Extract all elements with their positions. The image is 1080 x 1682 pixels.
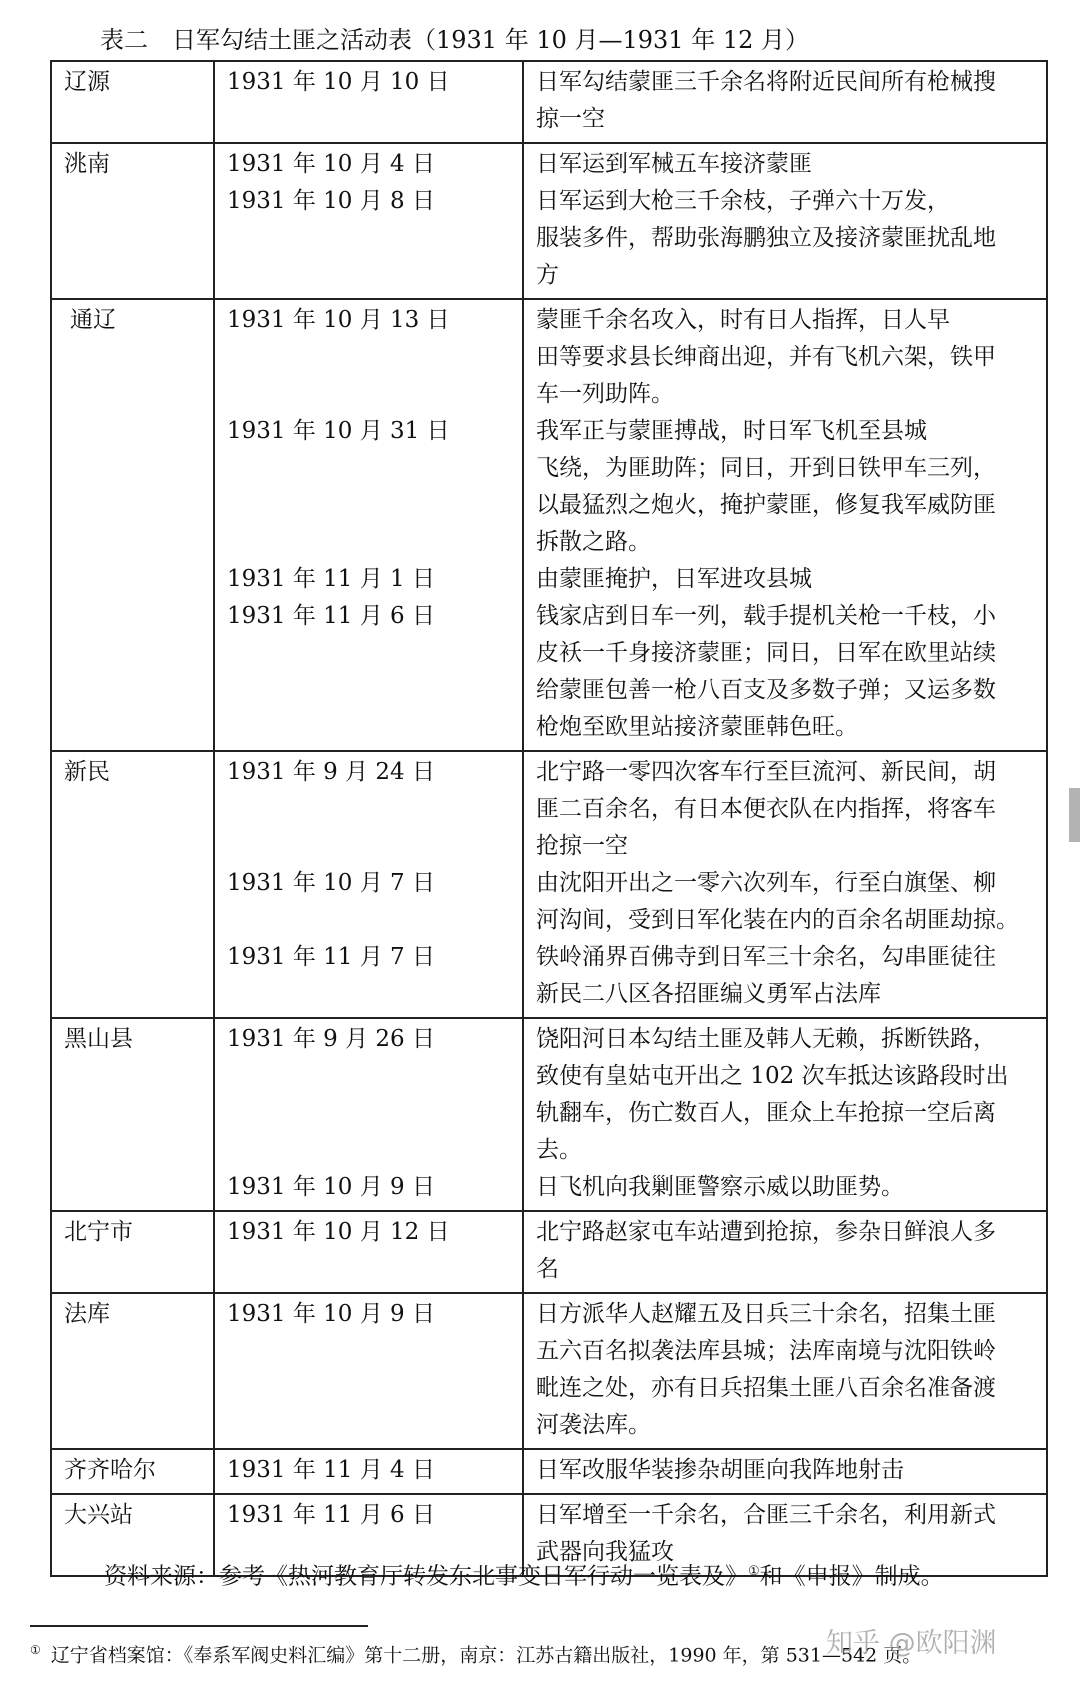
footnote-divider <box>30 1625 368 1627</box>
entry-text-line: 飞绕，为匪助阵；同日，开到日铁甲车三列， <box>536 455 996 481</box>
entry-date: 1931 年 10 月 9 日 <box>227 1301 435 1327</box>
entry-text-line: 抢掠一空 <box>536 833 628 859</box>
entry-date: 1931 年 9 月 26 日 <box>227 1026 435 1052</box>
source-footnote-mark: ① <box>748 1564 760 1579</box>
entry-text-line: 皮袄一千身接济蒙匪；同日，日军在欧里站续 <box>536 640 996 666</box>
place-cell: 辽源 <box>51 61 214 143</box>
source-text-after: 和《申报》制成。 <box>759 1563 944 1590</box>
entry-text-line: 河袭法库。 <box>536 1412 651 1438</box>
entry-text-line: 名 <box>536 1256 559 1282</box>
entry-text-line: 钱家店到日车一列，载手提机关枪一千枝，小 <box>536 603 996 629</box>
entry-date: 1931 年 9 月 24 日 <box>227 759 435 785</box>
place-cell: 新民 <box>51 751 214 1018</box>
table-row <box>51 143 1047 299</box>
table-row <box>51 61 1047 143</box>
footnote-mark: ① <box>30 1643 41 1657</box>
entry-text-line: 由沈阳开出之一零六次列车，行至白旗堡、柳 <box>536 870 996 896</box>
entry-text-line: 五六百名拟袭法库县城；法库南境与沈阳铁岭 <box>536 1338 996 1364</box>
source-text-before: 资料来源：参考《热河教育厅转发东北事变日军行动一览表及》 <box>104 1563 748 1590</box>
entry-text-line: 新民二八区各招匪编义勇军占法库 <box>536 981 881 1007</box>
table-row <box>51 1211 1047 1293</box>
place-cell: 齐齐哈尔 <box>51 1449 214 1494</box>
entry-date: 1931 年 11 月 1 日 <box>227 566 435 592</box>
table-title: 表二 日军勾结土匪之活动表（1931 年 10 月—1931 年 12 月） <box>100 26 810 54</box>
entry-text-line: 日军改服华装掺杂胡匪向我阵地射击 <box>536 1457 904 1483</box>
date-cell <box>214 1018 523 1211</box>
entry-date: 1931 年 10 月 9 日 <box>227 1174 435 1200</box>
entry-text-line: 服装多件，帮助张海鹏独立及接济蒙匪扰乱地 <box>536 225 996 251</box>
source-note <box>104 1555 944 1594</box>
place-cell: 北宁市 <box>51 1211 214 1293</box>
entry-text-line: 以最猛烈之炮火，掩护蒙匪，修复我军威防匪 <box>536 492 996 518</box>
date-cell <box>214 1293 523 1449</box>
entry-date: 1931 年 11 月 7 日 <box>227 944 435 970</box>
entry-text-line: 日方派华人赵耀五及日兵三十余名，招集土匪 <box>536 1301 996 1327</box>
entry-date: 1931 年 10 月 12 日 <box>227 1219 450 1245</box>
table-row <box>51 1449 1047 1494</box>
table-row <box>51 1018 1047 1211</box>
place-cell: 大兴站 <box>51 1494 214 1576</box>
entry-text-line: 去。 <box>536 1137 582 1163</box>
place-cell: 洮南 <box>51 143 214 299</box>
entry-text-line: 我军正与蒙匪搏战，时日军飞机至县城 <box>536 418 927 444</box>
entry-text-line: 毗连之处，亦有日兵招集土匪八百余名准备渡 <box>536 1375 996 1401</box>
entry-date: 1931 年 10 月 10 日 <box>227 69 450 95</box>
date-cell <box>214 1211 523 1293</box>
entry-text-line: 给蒙匪包善一枪八百支及多数子弹；又运多数 <box>536 677 996 703</box>
date-cell <box>214 143 523 299</box>
entry-text-line: 北宁路一零四次客车行至巨流河、新民间，胡 <box>536 759 996 785</box>
entry-date: 1931 年 10 月 8 日 <box>227 188 435 214</box>
entry-text-line: 日飞机向我剿匪警察示威以助匪势。 <box>536 1174 904 1200</box>
entry-text-line: 蒙匪千余名攻入，时有日人指挥，日人早 <box>536 307 950 333</box>
event-cell <box>523 1018 1047 1211</box>
entry-text-line: 田等要求县长绅商出迎，并有飞机六架，铁甲 <box>536 344 996 370</box>
entry-date: 1931 年 10 月 4 日 <box>227 151 435 177</box>
date-cell <box>214 61 523 143</box>
entry-text-line: 日军运到大枪三千余枝，子弹六十万发， <box>536 188 950 214</box>
entry-text-line: 饶阳河日本勾结土匪及韩人无赖，拆断铁路， <box>536 1026 996 1052</box>
entry-date: 1931 年 11 月 6 日 <box>227 1502 435 1528</box>
event-cell <box>523 299 1047 751</box>
entry-text-line: 致使有皇姑屯开出之 102 次车抵达该路段时出 <box>536 1063 1009 1089</box>
date-cell <box>214 1449 523 1494</box>
date-cell <box>214 299 523 751</box>
entry-text-line: 日军运到军械五车接济蒙匪 <box>536 151 812 177</box>
footnote-text: 辽宁省档案馆：《奉系军阀史料汇编》第十二册，南京：江苏古籍出版社，1990 年，第 531—542 页。 <box>50 1644 922 1667</box>
entry-text-line: 车一列助阵。 <box>536 381 674 407</box>
place-cell: 黑山县 <box>51 1018 214 1211</box>
event-cell <box>523 1293 1047 1449</box>
entry-text-line: 铁岭涌界百佛寺到日军三十余名，勾串匪徒往 <box>536 944 996 970</box>
entry-text-line: 日军增至一千余名，合匪三千余名，利用新式 <box>536 1502 996 1528</box>
watermark: 知乎 @欧阳渊 <box>826 1628 997 1659</box>
entry-text-line: 掠一空 <box>536 106 605 132</box>
footnote <box>30 1636 921 1669</box>
date-cell <box>214 751 523 1018</box>
entry-date: 1931 年 11 月 4 日 <box>227 1457 435 1483</box>
entry-date: 1931 年 10 月 31 日 <box>227 418 450 444</box>
event-cell <box>523 1211 1047 1293</box>
entry-date: 1931 年 10 月 7 日 <box>227 870 435 896</box>
entry-text-line: 轨翻车，伤亡数百人，匪众上车抢掠一空后离 <box>536 1100 996 1126</box>
entry-text-line: 北宁路赵家屯车站遭到抢掠，参杂日鲜浪人多 <box>536 1219 996 1245</box>
table-row <box>51 751 1047 1018</box>
entry-text-line: 拆散之路。 <box>536 529 651 555</box>
entry-text-line: 河沟间，受到日军化装在内的百余名胡匪劫掠。 <box>536 907 1019 933</box>
entry-text-line: 日军勾结蒙匪三千余名将附近民间所有枪械搜 <box>536 69 996 95</box>
entry-date: 1931 年 10 月 13 日 <box>227 307 450 333</box>
event-cell <box>523 1449 1047 1494</box>
table-row <box>51 1293 1047 1449</box>
entry-text-line: 枪炮至欧里站接济蒙匪韩色旺。 <box>536 714 858 740</box>
entry-date: 1931 年 11 月 6 日 <box>227 603 435 629</box>
place-cell: 法库 <box>51 1293 214 1449</box>
scrollbar-thumb[interactable] <box>1069 788 1080 842</box>
entry-text-line: 匪二百余名，有日本便衣队在内指挥，将客车 <box>536 796 996 822</box>
event-cell <box>523 61 1047 143</box>
table-row <box>51 299 1047 751</box>
entry-text-line: 武器向我猛攻 <box>536 1539 674 1565</box>
entry-text-line: 由蒙匪掩护，日军进攻县城 <box>536 566 812 592</box>
activity-table <box>50 60 1048 1577</box>
event-cell <box>523 751 1047 1018</box>
event-cell <box>523 143 1047 299</box>
place-cell: 通辽 <box>51 299 214 751</box>
entry-text-line: 方 <box>536 262 559 288</box>
